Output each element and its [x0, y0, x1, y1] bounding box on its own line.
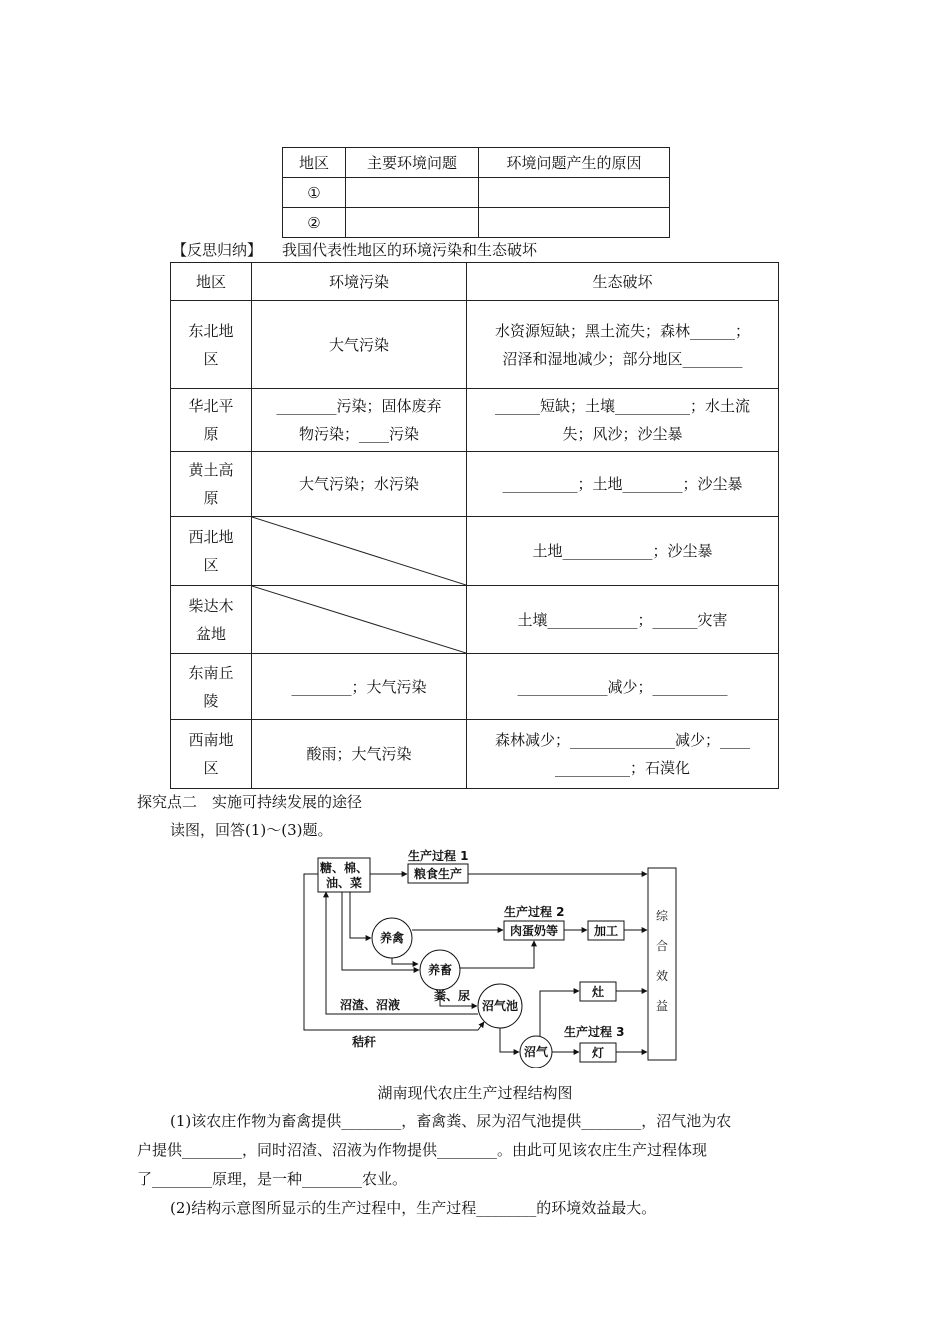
region-cell: 华北平 原 [171, 389, 252, 452]
pollution-cell: ________污染；固体废弃 物污染；____污染 [252, 389, 467, 452]
pollution-cell: 大气污染；水污染 [252, 452, 467, 517]
table2-header-damage: 生态破坏 [467, 263, 779, 301]
region-cell: 柴达木 盆地 [171, 586, 252, 654]
region-problem-table [282, 147, 670, 238]
diagonal-line [252, 517, 466, 585]
table1-row-label: ① [283, 178, 346, 208]
process2-label: 生产过程 2 [504, 905, 565, 919]
benefit-char: 益 [655, 999, 669, 1013]
farm-process-diagram [300, 848, 680, 1068]
question1-line2: 户提供________，同时沼渣、沼液为作物提供________。由此可见该农庄生产过程体现 [137, 1141, 708, 1159]
stove-label: 灶 [591, 985, 605, 999]
crops-label-2: 油、菜 [325, 876, 363, 890]
section2-intro: 读图，回答(1)～(3)题。 [170, 821, 333, 839]
benefit-box [648, 868, 676, 1060]
damage-cell: __________；土地________；沙尘暴 [467, 452, 779, 517]
grain-label: 粮食生产 [413, 867, 463, 881]
lamp-label: 灯 [591, 1046, 605, 1060]
pollution-cell: 酸雨；大气污染 [252, 720, 467, 789]
region-cell: 西北地 区 [171, 517, 252, 586]
arrow-livestock-meat [460, 941, 534, 968]
straw-label: 秸秆 [352, 1035, 377, 1049]
question2: (2)结构示意图所显示的生产过程中，生产过程________的环境效益最大。 [170, 1199, 657, 1217]
table1-cell [346, 208, 479, 238]
pollution-cell: ________；大气污染 [252, 654, 467, 720]
manure-label: 粪、尿 [434, 989, 471, 1003]
reflect-title: 我国代表性地区的环境污染和生态破坏 [282, 241, 538, 259]
pollution-damage-table [170, 262, 779, 789]
damage-cell: ____________减少；__________ [467, 654, 779, 720]
pollution-cell: 大气污染 [252, 301, 467, 389]
biogas-label: 沼气 [523, 1045, 549, 1059]
pollution-cell-crossed [252, 586, 467, 654]
livestock-label: 养畜 [427, 963, 453, 977]
damage-cell: 土地____________；沙尘暴 [467, 517, 779, 586]
processing-label: 加工 [593, 924, 619, 938]
region-cell: 西南地 区 [171, 720, 252, 789]
table1-header-region: 地区 [283, 148, 346, 178]
diagonal-line [252, 586, 466, 653]
section2-heading: 探究点二 实施可持续发展的途径 [137, 793, 363, 811]
benefit-char: 效 [655, 969, 669, 983]
damage-cell: 水资源短缺；黑土流失；森林______； 沼泽和湿地减少；部分地区________ [467, 301, 779, 389]
region-cell: 黄土高 原 [171, 452, 252, 517]
table1-cell [479, 178, 670, 208]
process1-label: 生产过程 1 [408, 849, 469, 863]
diagram-caption: 湖南现代农庄生产过程结构图 [377, 1084, 573, 1102]
process3-label: 生产过程 3 [564, 1025, 625, 1039]
pollution-cell-crossed [252, 517, 467, 586]
table1-cell [346, 178, 479, 208]
question1-line3: 了________原理，是一种________农业。 [137, 1170, 408, 1188]
table1-header-cause: 环境问题产生的原因 [479, 148, 670, 178]
arrow-poultry-livestock [392, 958, 418, 964]
table1-row-label: ② [283, 208, 346, 238]
benefit-char: 合 [655, 939, 669, 953]
poultry-label: 养禽 [379, 931, 405, 945]
question1-line1: (1)该农庄作物为畜禽提供________，畜禽粪、尿为沼气池提供________，沼气池为农 [170, 1112, 732, 1130]
crops-label-1: 糖、棉、 [319, 861, 369, 875]
table2-header-region: 地区 [171, 263, 252, 301]
biogas-pool-label: 沼气池 [481, 999, 519, 1013]
table1-cell [479, 208, 670, 238]
table1-header-problem: 主要环境问题 [346, 148, 479, 178]
damage-cell: ______短缺；土壤__________；水土流 失；风沙；沙尘暴 [467, 389, 779, 452]
damage-cell: 森林减少；______________减少；____ __________；石漠化 [467, 720, 779, 789]
region-cell: 东北地 区 [171, 301, 252, 389]
region-cell: 东南丘 陵 [171, 654, 252, 720]
residue-label: 沼渣、沼液 [340, 998, 401, 1012]
damage-cell: 土壤____________；______灾害 [467, 586, 779, 654]
reflect-bracket: 【反思归纳】 [172, 241, 263, 259]
arrow-crops-poultry [350, 892, 371, 938]
benefit-char: 综 [655, 909, 669, 923]
meat-label: 肉蛋奶等 [509, 924, 559, 938]
arrow-pool-biogas [500, 1028, 519, 1052]
reflect-heading [172, 239, 537, 260]
table2-header-pollution: 环境污染 [252, 263, 467, 301]
